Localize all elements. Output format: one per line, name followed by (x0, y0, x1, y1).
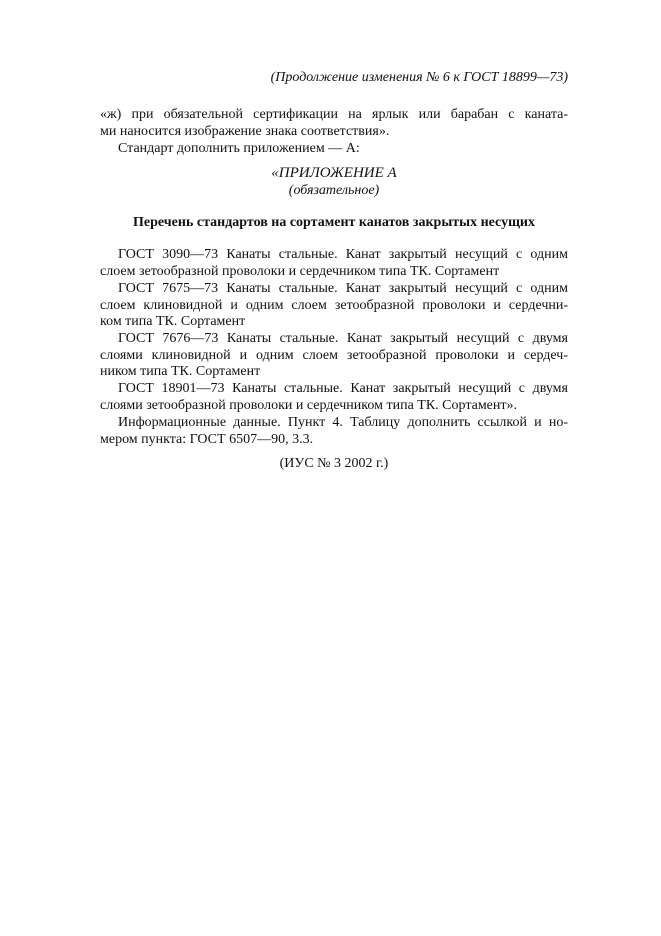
appendix-subtitle: (обязательное) (288, 183, 380, 198)
standard-1-line-2: слоем зетообразной проволоки и сердечником типа ТК. Сортамент (100, 264, 500, 279)
standard-4-line-1: ГОСТ 18901—73 Канаты стальные. Канат закрытый несущий с двумя (118, 381, 568, 396)
standard-3-line-1: ГОСТ 7676—73 Канаты стальные. Канат закрытый несущий с двумя (118, 331, 568, 346)
standard-2-line-3: ком типа ТК. Сортамент (100, 314, 246, 329)
info-line-2: мером пункта: ГОСТ 6507—90, 3.3. (100, 432, 314, 447)
intro-line-2: ми наносится изображение знака соответствия». (100, 124, 390, 139)
standard-2-line-1: ГОСТ 7675—73 Канаты стальные. Канат закрытый несущий с одним (118, 281, 568, 296)
standard-3-line-3: ником типа ТК. Сортамент (100, 364, 261, 379)
standard-3-line-2: слоями клиновидной и одним слоем зетообразной проволоки и сердеч- (100, 348, 568, 363)
intro-line-1: «ж) при обязательной сертификации на ярлык или барабан с каната- (100, 107, 568, 122)
standard-4-line-2: слоями зетообразной проволоки и сердечником типа ТК. Сортамент». (100, 398, 518, 413)
page-footer-reference: (ИУС № 3 2002 г.) (279, 456, 389, 471)
page-header: (Продолжение изменения № 6 к ГОСТ 18899—73) (270, 70, 568, 85)
intro-line-3: Стандарт дополнить приложением — А: (118, 141, 360, 156)
appendix-title: «ПРИЛОЖЕНИЕ А (271, 165, 397, 181)
standard-1-line-1: ГОСТ 3090—73 Канаты стальные. Канат закрытый несущий с одним (118, 247, 568, 262)
standard-2-line-2: слоем клиновидной и одним слоем зетообразной проволоки и сердечни- (100, 298, 568, 313)
info-line-1: Информационные данные. Пункт 4. Таблицу дополнить ссылкой и но- (118, 415, 568, 430)
appendix-heading: Перечень стандартов на сортамент канатов закрытых несущих (133, 215, 535, 230)
